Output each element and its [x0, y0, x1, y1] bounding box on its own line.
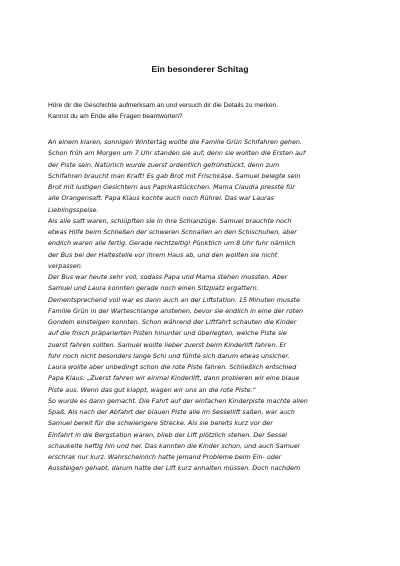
- intro-line: Höre dir die Geschichte aufmerksam an und versuch dir die Details zu merken.: [48, 102, 279, 109]
- story-line: Familie Grün in der Warteschlange anstehen, bevor sie endlich in eine der roten: [48, 306, 304, 315]
- intro-paragraph: [48, 100, 368, 122]
- story-line: Laura wollte aber unbedingt schon die rote Piste fahren. Schließlich entschied: [48, 363, 297, 371]
- story-line: Samuel bereit für die schwierigere Strecke. Als sie bereits kurz vor der: [48, 419, 273, 428]
- story-line: alle Orangensaft. Papa Klaus kochte auch noch Rührei. Das war Lauras: [48, 194, 274, 203]
- story-line: endlich waren alle fertig. Gerade rechtzeitig! Pünktlich um 8 Uhr fuhr nämlich: [48, 239, 296, 248]
- story-line: Schifahren braucht man Kraft! Es gab Brot mit Frischkäse. Samuel belegte sein: [48, 171, 301, 180]
- story-line: Gondeln einsteigen konnten. Schon während der Liftfahrt schauten die Kinder: [48, 318, 297, 326]
- story-line: Brot mit lustigen Gesichtern aus Paprikastückchen. Mama Claudia presste für: [48, 183, 295, 191]
- story-line: auf die frisch präparierten Pisten hinunter und überlegten, welche Piste sie: [48, 329, 287, 338]
- story-line: Einfahrt in die Bergstation waren, blieb der Lift plötzlich stehen. Der Sessel: [48, 430, 288, 439]
- story-line: Spaß. Als nach der Abfahrt der blauen Piste alle im Sessellift saßen, war auch: [48, 408, 295, 416]
- story-line: der Bus bei der Haltestelle vor ihrem Haus ab, und den wollten sie nicht: [48, 250, 278, 259]
- story-line: zuerst fahren sollten. Samuel wollte lieber zuerst beim Kinderlift fahren. Er: [48, 340, 287, 349]
- story-line: Piste aus. Wenn das gut klappt, wagen wir uns an die rote Piste.“: [48, 385, 256, 394]
- story-line: fuhr noch nicht besonders lange Schi und fühlte sich darum etwas unsicher.: [48, 351, 290, 360]
- document-title: Ein besonderer Schitag: [151, 64, 249, 74]
- story-line: Papa Klaus: „Zuerst fahren wir einmal Kinderlift, dann probieren wir eine blaue: [48, 374, 300, 383]
- story-line: etwas Hilfe beim Schließen der schweren Schnallen an den Schischuhen, aber: [48, 228, 297, 236]
- story-line: Schon früh am Morgen um 7 Uhr standen sie auf, denn sie wollten die Ersten auf: [48, 149, 306, 158]
- story-line: Dementsprechend voll war es dann auch an der Liftstation. 15 Minuten musste: [48, 295, 300, 304]
- story-line: erschrak nur kurz. Wahrscheinlich hatte jemand Probleme beim Ein- oder: [48, 453, 282, 461]
- intro-line: Kannst du am Ende alle Fragen beantworten?: [48, 113, 183, 121]
- story-line: Aussteigen gehabt, darum hatte der Lift kurz anhalten müssen. Doch nachdem: [48, 464, 301, 473]
- story-line: An einem klaren, sonnigen Wintertag wollte die Familie Grün Schifahren gehen.: [48, 138, 302, 146]
- story-text: [48, 137, 366, 475]
- story-line: Lieblingsspeise.: [48, 205, 99, 214]
- story-line: Der Bus war heute sehr voll, sodass Papa und Mama stehen mussten. Aber: [48, 273, 288, 281]
- story-line: Als alle satt waren, schlüpften sie in ihre Schianzüge. Samuel brauchte noch: [48, 216, 292, 225]
- story-line: So wurde es dann gemacht. Die Fahrt auf der einfachen Kinderpiste machte allen: [48, 396, 308, 405]
- story-line: Samuel und Laura konnten gerade noch einen Sitzplatz ergattern.: [48, 284, 259, 293]
- story-line: verpassen.: [48, 261, 83, 270]
- story-line: schaukelte heftig hin und her. Das kannten die Kinder schon, und auch Samuel: [48, 441, 300, 450]
- story-line: der Piste sein. Natürlich wurde zuerst ordentlich gefrühstückt, denn zum: [48, 160, 280, 169]
